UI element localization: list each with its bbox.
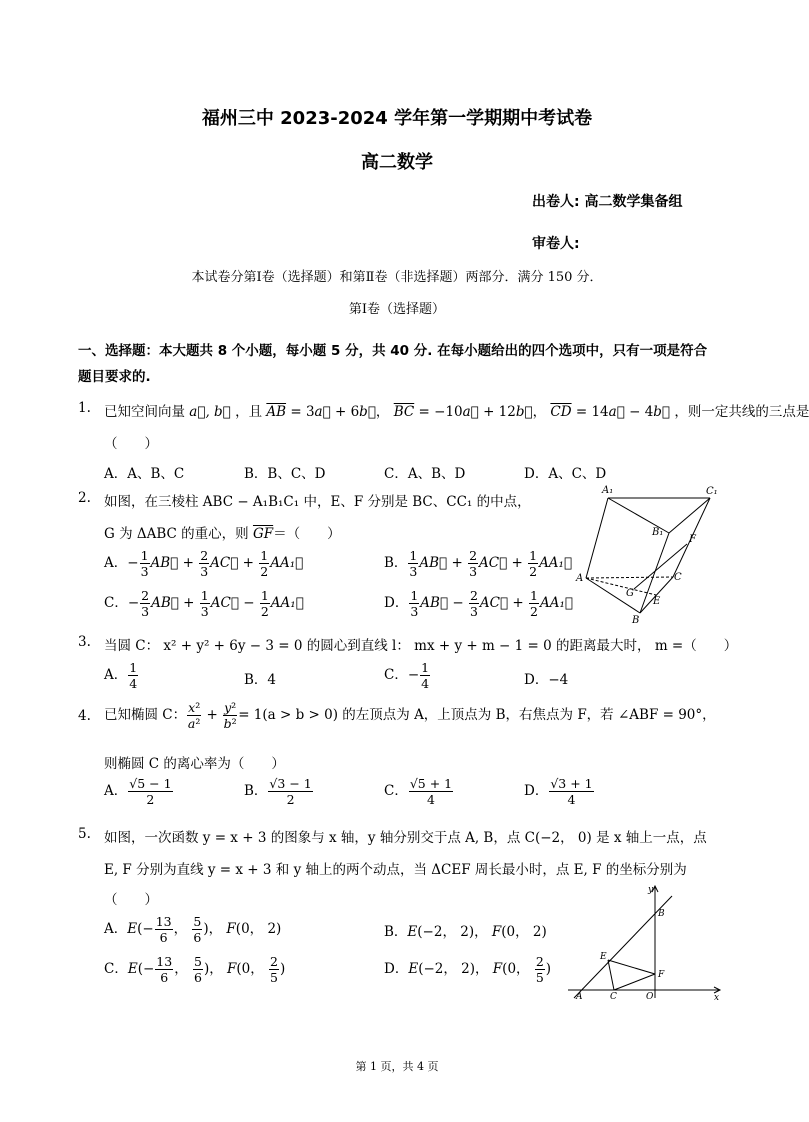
q1-number: 1.	[78, 400, 91, 416]
label-c: C	[674, 572, 682, 583]
q5-option-a[interactable]: A．E(− $\frac{13}{6}$ ， $\frac{5}{6}$ )， F(0， 2)	[104, 914, 282, 945]
label-y-axis: y	[648, 885, 654, 895]
q3-option-d-value: −4	[548, 672, 569, 688]
q2-option-b[interactable]: B． $\frac{1}{3}$ AB⃗ + $\frac{2}{3}$ AC⃗ + $\frac{1}{2}$ AA₁⃗	[384, 548, 573, 579]
label-point-a: A	[576, 992, 583, 1002]
q5-option-d[interactable]: D．E(−2， 2)， F(0， $\frac{2}{5}$ )	[384, 954, 552, 985]
q4-number: 4.	[78, 708, 91, 724]
label-b1: B₁	[652, 527, 664, 538]
q1-stem: 已知空间向量 a⃗, b⃗ ，且 $\overline{AB}$ = 3a⃗ + 6b⃗， $\overline{BC}$ = −10a⃗ + 12b⃗， $\overline{CD}$ = 14a⃗ − 4b⃗ ，则一定共线的三点是	[104, 404, 809, 420]
q5-number: 5.	[78, 826, 91, 842]
q2-stem2-end: ＝（ ）	[273, 526, 341, 542]
q1-option-c[interactable]: C．A、B、D	[384, 466, 466, 482]
q3-stem: 当圆 C： x² + y² + 6y − 3 = 0 的圆心到直线 l： mx + y + m − 1 = 0 的距离最大时， m =（ ）	[104, 638, 738, 654]
q4-option-b[interactable]: B． $\frac{√3 - 1}{2}$	[244, 776, 312, 807]
section-heading: 一、选择题：本大题共 8 个小题，每小题 5 分，共 40 分. 在每小题给出的四个选项中，只有一项是符合题目要求的.	[78, 343, 708, 385]
q4-option-a[interactable]: A． $\frac{√5 - 1}{2}$	[104, 776, 172, 807]
q1-option-d[interactable]: D．A、C、D	[524, 466, 607, 482]
q3-option-b-value: 4	[267, 672, 277, 688]
label-point-e: E	[600, 952, 607, 962]
q1-stem-text-b: ，且	[235, 404, 263, 420]
label-x-axis: x	[714, 993, 720, 1003]
q3-option-b-label: B．	[244, 672, 268, 688]
q3-number: 3.	[78, 634, 91, 650]
label-a: A	[576, 573, 584, 584]
q3-option-c-label: C．	[384, 667, 408, 683]
q4-option-d[interactable]: D． $\frac{√3 + 1}{4}$	[524, 776, 593, 807]
q2-option-a-label: A．	[104, 555, 128, 571]
author-line: 出卷人: 高二数学集备组	[532, 194, 683, 210]
part-heading: 第Ⅰ卷（选择题）	[348, 302, 446, 317]
q1-option-a[interactable]: A．A、B、C	[104, 466, 185, 482]
q5-option-c-label: C．	[104, 961, 128, 977]
reviewer-line: 审卷人:	[532, 236, 580, 252]
q2-option-a[interactable]: A．− $\frac{1}{3}$ AB⃗ + $\frac{2}{3}$ AC⃗ + $\frac{1}{2}$ AA₁⃗	[104, 548, 304, 579]
page-footer: 第 1 页，共 4 页	[355, 1060, 439, 1073]
q3-option-b[interactable]	[244, 668, 276, 688]
q4-stem: 已知椭圆 C： $\frac{\text{x²}}{\text{a²}}$ + $\frac{\text{y²}}{\text{b²}}$ = 1(a > b > 0) 的左顶点为 A，上顶点为 B，右焦点为 F，若 ∠ABF = 90°，	[104, 700, 716, 731]
q1-paren: （ ）	[104, 436, 158, 452]
q4-stem-text-a: 已知椭圆 C：	[104, 707, 187, 723]
exam-intro: 本试卷分第Ⅰ卷（选择题）和第Ⅱ卷（非选择题）两部分．满分 150 分．	[191, 270, 603, 285]
q2-option-c-label: C．	[104, 595, 128, 611]
q5-option-c[interactable]: C．E(− $\frac{13}{6}$ ， $\frac{5}{6}$ )， F(0， $\frac{2}{5}$ )	[104, 954, 286, 985]
q5-option-a-label: A．	[104, 921, 128, 937]
q2-number: 2.	[78, 490, 91, 506]
q4-option-c-label: C．	[384, 783, 408, 799]
q3-option-a-label: A．	[104, 667, 128, 683]
q3-option-d[interactable]	[524, 668, 568, 688]
label-c1: C₁	[706, 486, 718, 497]
q4-option-d-label: D．	[524, 783, 549, 799]
exam-subject: 高二数学	[361, 152, 433, 173]
label-b: B	[632, 615, 640, 626]
label-g: G	[626, 588, 634, 599]
label-origin: O	[646, 992, 654, 1002]
q2-stem-line2: G 为 ΔABC 的重心，则 $\overline{GF}=$（ ）	[104, 526, 341, 542]
label-point-f: F	[658, 970, 665, 980]
label-f: F	[689, 534, 696, 545]
q1-stem-text-c: ，则一定共线的三点是	[674, 404, 809, 420]
q1-option-b[interactable]: B．B、C、D	[244, 466, 326, 482]
q2-stem-line1: 如图，在三棱柱 ABC − A₁B₁C₁ 中，E、F 分别是 BC、CC₁ 的中点，	[104, 494, 531, 510]
q5-stem-line2: E, F 分别为直线 y = x + 3 和 y 轴上的两个动点，当 ΔCEF 周长最小时，点 E, F 的坐标分别为	[104, 862, 687, 878]
q4-option-c[interactable]: C． $\frac{√5 + 1}{4}$	[384, 776, 453, 807]
q4-stem-line2: 则椭圆 C 的离心率为（ ）	[104, 756, 285, 772]
q3-option-c[interactable]: C．− $\frac{1}{4}$	[384, 660, 430, 691]
q5-stem-line1: 如图，一次函数 y = x + 3 的图象与 x 轴，y 轴分别交于点 A, B，点 C(−2， 0) 是 x 轴上一点，点	[104, 830, 707, 846]
q5-paren: （ ）	[104, 892, 158, 908]
q4-option-b-label: B．	[244, 783, 268, 799]
q4-option-a-label: A．	[104, 783, 128, 799]
label-a1: A₁	[602, 485, 614, 496]
label-point-b: B	[658, 909, 665, 919]
q2-option-b-label: B．	[384, 555, 408, 571]
label-e: E	[653, 596, 661, 607]
q2-option-c[interactable]: C．− $\frac{2}{3}$ AB⃗ + $\frac{1}{3}$ AC⃗ − $\frac{1}{2}$ AA₁⃗	[104, 588, 304, 619]
q5-option-d-label: D．	[384, 961, 409, 977]
exam-title: 福州三中 2023-2024 学年第一学期期中考试卷	[201, 108, 593, 129]
q2-option-d[interactable]: D． $\frac{1}{3}$ AB⃗ − $\frac{2}{3}$ AC⃗ + $\frac{1}{2}$ AA₁⃗	[384, 588, 573, 619]
label-point-c: C	[610, 992, 617, 1002]
q5-option-b-label: B．	[384, 924, 408, 940]
q2-option-d-label: D．	[384, 595, 409, 611]
q3-option-d-label: D．	[524, 672, 549, 688]
q5-option-b[interactable]: B．E(−2， 2)， F(0， 2)	[384, 924, 547, 940]
prism-figure	[568, 480, 728, 625]
q4-stem-text-b: = 1(a > b > 0) 的左顶点为 A，上顶点为 B，右焦点为 F，若 ∠ABF = 90°，	[238, 707, 716, 723]
q3-option-a[interactable]: A． $\frac{1}{4}$	[104, 660, 138, 691]
q2-stem2-text: G 为 ΔABC 的重心，则	[104, 526, 249, 542]
q1-stem-text-a: 已知空间向量	[104, 404, 185, 420]
coordinate-figure	[560, 880, 730, 1005]
